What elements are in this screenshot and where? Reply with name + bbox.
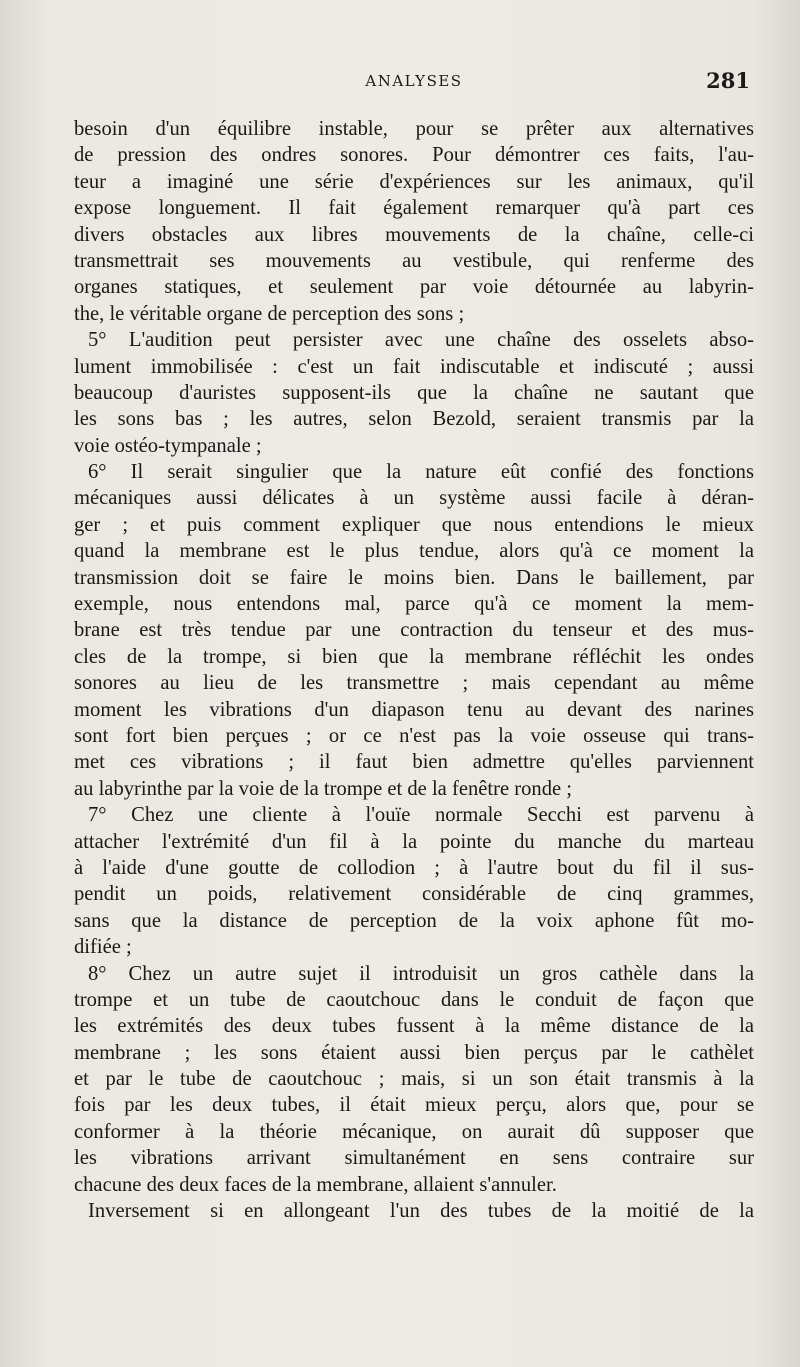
text-line: et par le tube de caoutchouc ; mais, si un son était transmis à la	[74, 1068, 754, 1091]
text-line: conformer à la théorie mécanique, on aurait dû supposer que	[74, 1120, 754, 1143]
text-line: quand la membrane est le plus tendue, alors qu'à ce moment la	[74, 540, 754, 563]
running-head: ANALYSES	[365, 72, 463, 90]
text-line: trompe et un tube de caoutchouc dans le conduit de façon que	[74, 988, 754, 1011]
text-line: cles de la trompe, si bien que la membrane réfléchit les ondes	[74, 645, 754, 668]
paragraph-start-line: Inversement si en allongeant l'un des tubes de la moitié de la	[88, 1200, 754, 1223]
text-line: beaucoup d'auristes supposent-ils que la chaîne ne sautant que	[74, 381, 754, 404]
text-line: transmission doit se faire le moins bien. Dans le baillement, par	[74, 566, 754, 589]
text-line: transmettrait ses mouvements au vestibule, qui renferme des	[74, 249, 754, 272]
paragraph-start-line: 7° Chez une cliente à l'ouïe normale Secchi est parvenu à	[88, 804, 754, 827]
text-line: pendit un poids, relativement considérable de cinq grammes,	[74, 883, 754, 906]
text-line: met ces vibrations ; il faut bien admettre qu'elles parviennent	[74, 751, 754, 774]
text-line: expose longuement. Il fait également remarquer qu'à part ces	[74, 197, 754, 220]
page-header	[76, 68, 752, 102]
paragraph-start-line: 8° Chez un autre sujet il introduisit un gros cathèle dans la	[88, 962, 754, 985]
paragraph-start-line: 6° Il serait singulier que la nature eût confié des fonctions	[88, 461, 754, 484]
text-line: fois par les deux tubes, il était mieux perçu, alors que, pour se	[74, 1094, 754, 1117]
text-line: les vibrations arrivant simultanément en sens contraire sur	[74, 1147, 754, 1170]
text-line: the, le véritable organe de perception des sons ;	[74, 302, 465, 325]
text-line: les sons bas ; les autres, selon Bezold, seraient transmis par la	[74, 408, 754, 431]
text-line: sans que la distance de perception de la voix aphone fût mo-	[74, 909, 754, 932]
text-line: besoin d'un équilibre instable, pour se prêter aux alternatives	[74, 118, 754, 140]
text-line: sont fort bien perçues ; or ce n'est pas la voie osseuse qui trans-	[74, 724, 754, 747]
text-line: attacher l'extrémité d'un fil à la pointe du manche du marteau	[74, 830, 754, 853]
text-line: chacune des deux faces de la membrane, allaient s'annuler.	[74, 1173, 557, 1196]
page-number: 281	[706, 68, 750, 93]
text-line: de pression des ondres sonores. Pour démontrer ces faits, l'au-	[74, 144, 754, 167]
text-line: difiée ;	[74, 936, 132, 959]
text-line: au labyrinthe par la voie de la trompe et de la fenêtre ronde ;	[74, 777, 573, 800]
text-line: brane est très tendue par une contraction du tenseur et des mus-	[74, 619, 754, 642]
text-line: ger ; et puis comment expliquer que nous entendions le mieux	[74, 513, 754, 536]
text-line: lument immobilisée : c'est un fait indiscutable et indiscuté ; aussi	[74, 355, 754, 378]
text-line: voie ostéo-tympanale ;	[74, 434, 262, 457]
text-line: membrane ; les sons étaient aussi bien perçus par le cathèlet	[74, 1041, 754, 1064]
text-line: mécaniques aussi délicates à un système aussi facile à déran-	[74, 487, 754, 510]
body-text	[74, 116, 754, 1224]
text-line: à l'aide d'une goutte de collodion ; à l'autre bout du fil il sus-	[74, 856, 754, 879]
text-line: organes statiques, et seulement par voie détournée au labyrin-	[74, 276, 754, 299]
text-line: exemple, nous entendons mal, parce qu'à ce moment la mem-	[74, 593, 754, 616]
paragraph-start-line: 5° L'audition peut persister avec une chaîne des osselets abso-	[88, 329, 754, 352]
text-line: les extrémités des deux tubes fussent à la même distance de la	[74, 1015, 754, 1038]
text-line: teur a imaginé une série d'expériences sur les animaux, qu'il	[74, 170, 754, 193]
text-line: sonores au lieu de les transmettre ; mais cependant au même	[74, 672, 754, 695]
text-line: moment les vibrations d'un diapason tenu au devant des narines	[74, 698, 754, 721]
text-line: divers obstacles aux libres mouvements de la chaîne, celle-ci	[74, 223, 754, 246]
